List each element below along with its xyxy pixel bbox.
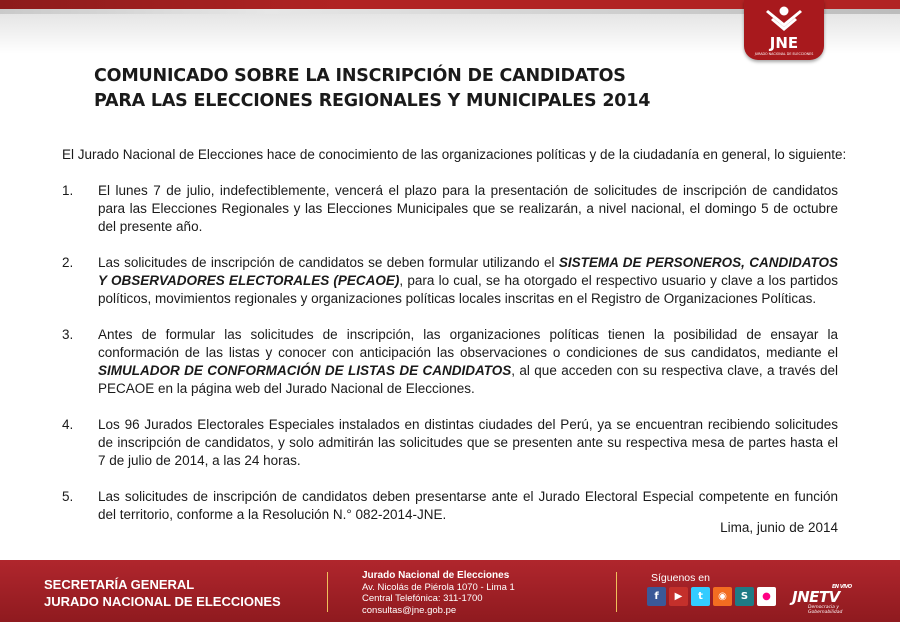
- item-text-bold: SIMULADOR DE CONFORMACIÓN DE LISTAS DE CANDIDATOS: [98, 363, 512, 378]
- address-phone: Central Telefónica: 311-1700: [362, 593, 483, 604]
- item-text: [98, 254, 838, 308]
- social-icons: [647, 587, 776, 606]
- jnetv-live: EN VIVO: [832, 584, 852, 590]
- item-text-pre: Antes de formular las solicitudes de inscripción, las organizaciones políticas tienen la posibilidad de ensayar la conformación de las listas y conocer con anticipación las observaciones o condiciones de sus candidatos, mediante el: [98, 327, 838, 360]
- page-title: [94, 64, 734, 114]
- issuu-icon[interactable]: ◉: [713, 587, 732, 606]
- twitter-icon[interactable]: t: [691, 587, 710, 606]
- jnetv-label: JNETV: [792, 588, 840, 606]
- logo-text: JNE: [769, 34, 799, 52]
- intro-paragraph: El Jurado Nacional de Elecciones hace de conocimiento de las organizaciones políticas y de la ciudadanía en general, lo siguiente:: [62, 147, 847, 162]
- jnetv-sub: Democracia y Gobernabilidad: [808, 605, 843, 615]
- facebook-icon[interactable]: f: [647, 587, 666, 606]
- list-item: [62, 326, 838, 398]
- item-number: 4.: [62, 417, 74, 432]
- item-number: 5.: [62, 489, 74, 504]
- logo-subtext: JURADO NACIONAL DE ELECCIONES: [754, 52, 814, 56]
- footer-divider: [616, 572, 617, 612]
- item-text: Las solicitudes de inscripción de candidatos deben presentarse ante el Jurado Electoral Especial competente en función del territorio, conforme a la Resolución N.° 082-2014-JNE.: [98, 489, 838, 522]
- address-email[interactable]: consultas@jne.gob.pe: [362, 604, 457, 616]
- scribd-icon[interactable]: S: [735, 587, 754, 606]
- jne-logo: [744, 0, 824, 60]
- list-item: [62, 416, 838, 470]
- item-text-bold: SISTEMA DE PERSONEROS, CANDIDATOS Y OBSERVADORES ELECTORALES (PECAOE): [98, 255, 838, 288]
- item-number: 2.: [62, 255, 74, 270]
- footer-address: [362, 570, 515, 616]
- footer-org: [44, 576, 281, 610]
- address-title: Jurado Nacional de Elecciones: [362, 570, 510, 581]
- footer-org-line-2: JURADO NACIONAL DE ELECCIONES: [44, 594, 281, 609]
- signoff-date: Lima, junio de 2014: [720, 520, 838, 535]
- item-text: Los 96 Jurados Electorales Especiales instalados en distintas ciudades del Perú, ya se encuentran recibiendo solicitudes de inscripción de candidatos, y solo admitirán las solicitudes que se presenten ante su respectiva mesa de partes hasta el 7 de julio de 2014, a las 24 horas.: [98, 417, 838, 468]
- title-line-2: PARA LAS ELECCIONES REGIONALES Y MUNICIPALES 2014: [94, 91, 651, 111]
- footer: [0, 560, 900, 622]
- item-text-post: , para lo cual, se ha otorgado el respectivo usuario y clave a los partidos políticos, movimientos regionales y organizaciones políticas locales inscritas en el Registro de Organizaciones Políticas.: [98, 273, 838, 306]
- title-line-1: COMUNICADO SOBRE LA INSCRIPCIÓN DE CANDIDATOS: [94, 66, 626, 86]
- flickr-icon[interactable]: ●: [757, 587, 776, 606]
- address-street: Av. Nicolás de Piérola 1070 - Lima 1: [362, 581, 515, 593]
- item-number: 1.: [62, 183, 74, 198]
- list-item: [62, 488, 838, 524]
- jnetv-logo[interactable]: [792, 584, 862, 615]
- item-text: El lunes 7 de julio, indefectiblemente, vencerá el plazo para la presentación de solicitudes de inscripción de candidatos para las Elecciones Regionales y las Elecciones Municipales que se realizarán, a nivel nacional, el domingo 5 de octubre del presente año.: [98, 183, 838, 234]
- item-text-pre: Las solicitudes de inscripción de candidatos se deben formular utilizando el: [98, 255, 559, 270]
- item-text-post: , al que acceden con su respectiva clave, a través del PECAOE en la página web del Jurado Nacional de Elecciones.: [98, 363, 838, 396]
- list-item: [62, 254, 838, 308]
- jne-emblem-icon: [744, 0, 824, 60]
- footer-org-line-1: SECRETARÍA GENERAL: [44, 577, 195, 592]
- youtube-icon[interactable]: ▶: [669, 587, 688, 606]
- communique-body: [62, 146, 847, 542]
- item-text: [98, 326, 838, 398]
- social-label: Síguenos en: [651, 572, 710, 584]
- item-number: 3.: [62, 327, 74, 342]
- list-item: [62, 182, 838, 236]
- footer-divider: [327, 572, 328, 612]
